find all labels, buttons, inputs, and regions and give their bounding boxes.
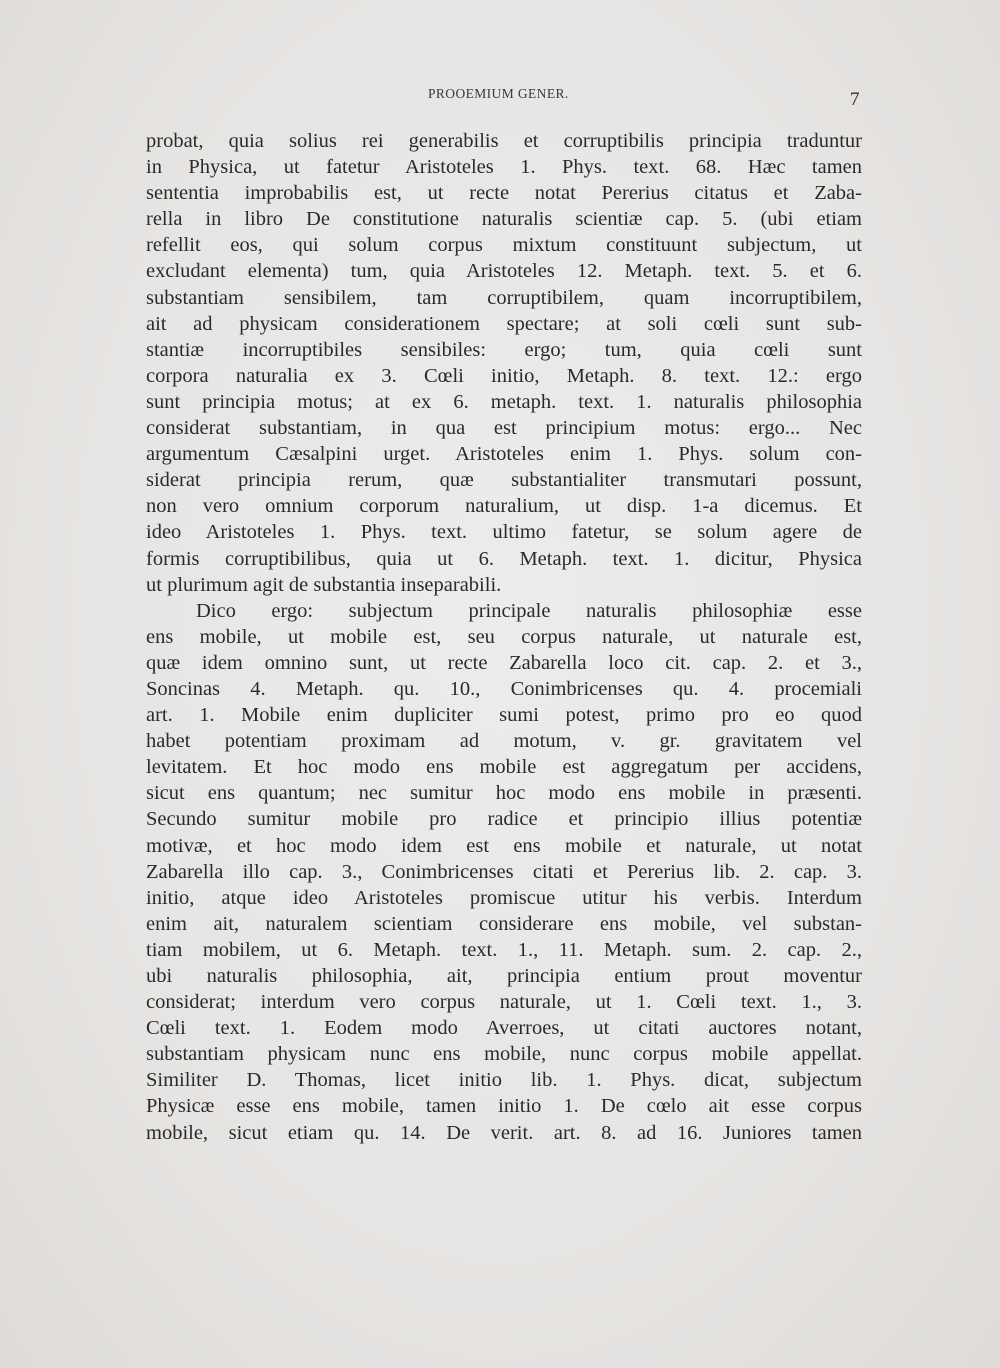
text-line: Similiter D. Thomas, licet initio lib. 1. Phys. dicat, subjectum (146, 1069, 862, 1092)
text-line: ideo Aristoteles 1. Phys. text. ultimo fatetur, se solum agere de (146, 521, 862, 544)
text-line: ubi naturalis philosophia, ait, principia entium prout moventur (146, 965, 862, 987)
text-line: siderat principia rerum, quæ substantialiter transmutari possunt, (146, 469, 862, 492)
text-line: non vero omnium corporum naturalium, ut disp. 1-a dicemus. Et (146, 495, 862, 518)
text-line: habet potentiam proximam ad motum, v. gr. gravitatem vel (146, 730, 862, 753)
text-line: substantiam sensibilem, tam corruptibilem, quam incorruptibilem, (146, 286, 862, 309)
text-line: in Physica, ut fatetur Aristoteles 1. Phys. text. 68. Hæc tamen (146, 156, 862, 179)
text-line: Secundo sumitur mobile pro radice et principio illius potentiæ (146, 808, 862, 831)
text-line: ait ad physicam considerationem spectare; at soli cœli sunt sub- (146, 312, 862, 335)
running-head (0, 86, 1000, 110)
text-line: considerat; interdum vero corpus naturale, ut 1. Cœli text. 1., 3. (146, 991, 862, 1014)
page-number: 7 (850, 89, 860, 110)
text-line: sententia improbabilis est, ut recte notat Pererius citatus et Zaba- (146, 182, 862, 205)
running-title: PROOEMIUM GENER. (428, 86, 569, 101)
text-line: considerat substantiam, in qua est principium motus: ergo... Nec (146, 417, 862, 440)
text-line: excludant elementa) tum, quia Aristoteles 12. Metaph. text. 5. et 6. (146, 260, 862, 283)
text-line: Zabarella illo cap. 3., Conimbricenses citati et Pererius lib. 2. cap. 3. (146, 860, 862, 883)
text-line: ens mobile, ut mobile est, seu corpus naturale, ut naturale est, (146, 625, 862, 648)
text-line: levitatem. Et hoc modo ens mobile est aggregatum per accidens, (146, 756, 862, 779)
text-line: rella in libro De constitutione naturalis scientiæ cap. 5. (ubi etiam (146, 208, 862, 231)
text-line: corpora naturalia ex 3. Cœli initio, Metaph. 8. text. 12.: ergo (146, 364, 862, 387)
text-line: probat, quia solius rei generabilis et corruptibilis principia traduntur (146, 130, 862, 152)
body-text (146, 128, 862, 1146)
text-line: initio, atque ideo Aristoteles promiscue utitur his verbis. Interdum (146, 886, 862, 909)
text-line: tiam mobilem, ut 6. Metaph. text. 1., 11. Metaph. sum. 2. cap. 2., (146, 938, 862, 961)
text-line: Cœli text. 1. Eodem modo Averroes, ut citati auctores notant, (146, 1017, 862, 1040)
text-line: sunt principia motus; at ex 6. metaph. text. 1. naturalis philosophia (146, 390, 862, 413)
text-line: sicut ens quantum; nec sumitur hoc modo ens mobile in præsenti. (146, 782, 862, 805)
text-line: art. 1. Mobile enim dupliciter sumi potest, primo pro eo quod (146, 704, 862, 727)
text-line: motivæ, et hoc modo idem est ens mobile et naturale, ut notat (146, 834, 862, 857)
text-line: quæ idem omnino sunt, ut recte Zabarella loco cit. cap. 2. et 3., (146, 651, 862, 674)
text-line: refellit eos, qui solum corpus mixtum constituunt subjectum, ut (146, 234, 862, 257)
text-line: enim ait, naturalem scientiam considerare ens mobile, vel substan- (146, 912, 862, 935)
text-line: argumentum Cæsalpini urget. Aristoteles enim 1. Phys. solum con- (146, 443, 862, 466)
paragraph-end-line: ut plurimum agit de substantia inseparabili. (146, 573, 502, 596)
text-line: stantiæ incorruptibiles sensibiles: ergo; tum, quia cœli sunt (146, 338, 862, 361)
text-line: Soncinas 4. Metaph. qu. 10., Conimbricenses qu. 4. procemiali (146, 677, 862, 700)
text-line: formis corruptibilibus, quia ut 6. Metaph. text. 1. dicitur, Physica (146, 547, 862, 570)
text-line: Physicæ esse ens mobile, tamen initio 1. De cœlo ait esse corpus (146, 1095, 862, 1118)
text-line: mobile, sicut etiam qu. 14. De verit. art. 8. ad 16. Juniores tamen (146, 1121, 862, 1144)
text-line: substantiam physicam nunc ens mobile, nunc corpus mobile appellat. (146, 1043, 862, 1066)
paragraph-start-line: Dico ergo: subjectum principale naturalis philosophiæ esse (196, 599, 862, 622)
